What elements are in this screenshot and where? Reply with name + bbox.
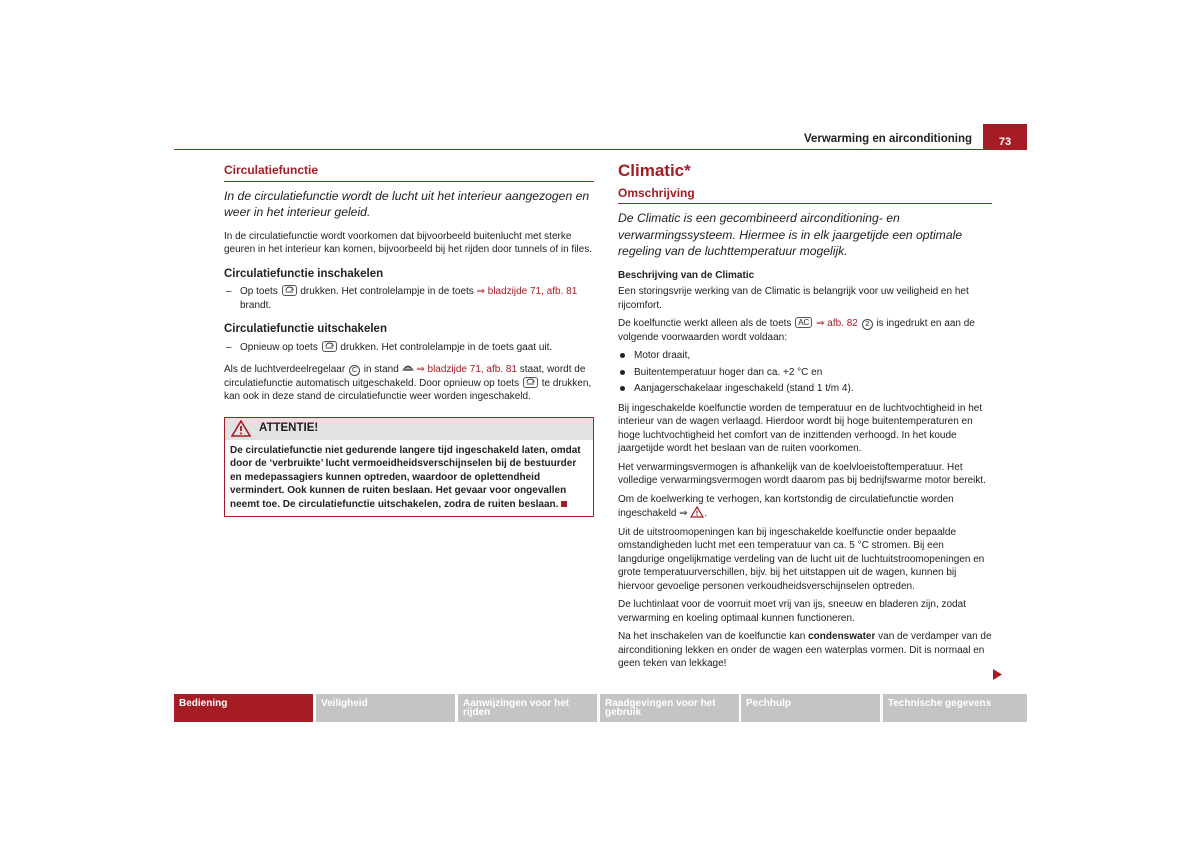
paragraph-text: De koelfunctie werkt alleen als de toets: [618, 318, 792, 329]
paragraph: De luchtinlaat voor de voorruit moet vrij van ijs, sneeuw en bladeren zijn, zodat verwarming en koeling optimaal kunnen functioneren.: [618, 599, 966, 624]
emphasis-text: condenswater: [808, 631, 876, 642]
step-text: drukken. Het controlelampje in de toets gaat uit.: [340, 341, 553, 353]
warning-box: [224, 417, 594, 518]
step-text: drukken. Het controlelampje in de toets: [300, 286, 474, 297]
heading-climatic-description: Beschrijving van de Climatic: [618, 269, 755, 281]
warning-text: De circulatiefunctie niet gedurende langere tijd ingeschakeld laten, omdat door de ‘verbruikte’ lucht vermoeidheidsverschijnselen bij de bestuurder en medepassagiers kunnen optreden, waardoor de oplettendheid vermindert. Ook kunnen de ruiten beslaan. Het gevaar voor ongevallen neemt toe. De circulatiefunctie uitschakelen, zodra de ruiten beslaan.: [230, 444, 581, 510]
next-page-arrow-icon[interactable]: [993, 669, 1002, 680]
paragraph-text: in stand: [363, 364, 399, 375]
distribution-paragraph: [224, 363, 594, 404]
climatic-title: Climatic*: [618, 161, 691, 180]
list-item: Aanjagerschakelaar ingeschakeld (stand 1 t/m 4).: [618, 382, 992, 396]
paragraph-cooling: [618, 493, 992, 521]
page-reference-link[interactable]: ⇒ bladzijde 71, afb. 81: [476, 286, 578, 297]
conditions-list: [618, 349, 992, 396]
footer-tab-raadgevingen[interactable]: Raadgevingen voor het gebruik: [600, 694, 739, 722]
paragraph-text: van de verdamper van de airconditioning lekken en onder de wagen een waterplas vormen. Dit is normaal en geen teken van lekkage!: [618, 631, 992, 669]
step-text: Op toets: [240, 286, 278, 297]
footer-tab-pechhulp[interactable]: Pechhulp: [741, 694, 880, 722]
paragraph-text: staat, wordt de circulatiefunctie automatisch uitgeschakeld. Door opnieuw op toets: [224, 364, 586, 389]
step-text: brandt.: [240, 299, 272, 311]
paragraph-text: .: [704, 508, 708, 519]
paragraph-condensation: [618, 630, 992, 671]
warning-title: ATTENTIE!: [259, 421, 319, 434]
paragraph-text: Na het inschakelen van de koelfunctie kan: [618, 631, 806, 642]
paragraph: Bij ingeschakelde koelfunctie worden de temperatuur en de luchtvochtigheid in het interieur van de wagen verlaagd. Hierdoor wordt bij hoge buitentemperaturen en hoge luchtvochtigheid het comfort van de inzittenden verhoogd. In het koude jaargetijde wordt het beslaan van de ruiten voorkomen.: [618, 402, 983, 454]
ac-key-label: AC: [795, 317, 812, 328]
warning-text-block: [225, 440, 593, 517]
heading-circulation-on: Circulatiefunctie inschakelen: [224, 267, 384, 280]
page-number: 73: [983, 124, 1027, 149]
section-title-circulation: Circulatiefunctie: [224, 164, 594, 182]
climatic-intro: De Climatic is een gecombineerd airconditioning- en verwarmingssysteem. Hiermee is in elk jaargetijde een optimale regeling van de luchttemperatuur mogelijk.: [618, 211, 963, 258]
paragraph: Uit de uitstroomopeningen kan bij ingeschakelde koelfunctie onder bepaalde omstandigheden lucht met een temperatuur van ca. 5 °C stromen. Bij een langdurige ongelijkmatige verdeling van de lucht uit de luchtuitstroomopeningen en grote temperatuurverschillen, bijv. bij het uitstappen uit de wagen, kunnen bij hiervoor gevoelige personen verkoudheidsverschijnselen optreden.: [618, 526, 985, 592]
end-marker-icon: [561, 501, 567, 507]
page-reference-link[interactable]: ⇒ bladzijde 71, afb. 81: [416, 364, 518, 375]
paragraph: Het verwarmingsvermogen is afhankelijk van de koelvloeistoftemperatuur. Het volledige verwarmingsvermogen wordt daarom pas bij bedrijfswarme motor bereikt.: [618, 461, 986, 486]
figure-reference-link[interactable]: ⇒ afb. 82: [816, 318, 858, 329]
footer-tab-aanwijzingen[interactable]: Aanwijzingen voor het rijden: [458, 694, 597, 722]
chapter-title: Verwarming en airconditioning: [803, 133, 972, 145]
section-title-description: Omschrijving: [618, 187, 992, 205]
step-circulation-off: [224, 341, 594, 355]
recirculation-key-icon: [523, 377, 538, 388]
dial-position-marker: C: [349, 365, 360, 376]
circulation-body: In de circulatiefunctie wordt voorkomen dat bijvoorbeeld buitenlucht met sterke geuren in het interieur kan komen, bijvoorbeeld bij het rijden door tunnels of in files.: [224, 230, 592, 255]
windscreen-defrost-icon: [402, 364, 417, 375]
step-circulation-on: [224, 285, 594, 312]
circulation-intro: In de circulatiefunctie wordt de lucht uit het interieur aangezogen en weer in het interieur geleid.: [224, 188, 590, 219]
step-text: Opnieuw op toets: [240, 341, 318, 353]
recirculation-key-icon: [282, 285, 297, 296]
paragraph-text: te drukken, kan ook in deze stand de circulatiefunctie weer worden ingeschakeld.: [224, 377, 592, 402]
heading-circulation-off: Circulatiefunctie uitschakelen: [224, 323, 387, 335]
warning-triangle-icon: [690, 506, 704, 518]
recirculation-key-icon: [322, 341, 337, 352]
footer-tab-technische-gegevens[interactable]: Technische gegevens: [883, 694, 1027, 722]
list-item: Buitentemperatuur hoger dan ca. +2 °C en: [618, 366, 992, 380]
paragraph-text: Als de luchtverdeelregelaar: [224, 364, 346, 375]
header-divider: [174, 149, 1027, 150]
footer-tab-bediening[interactable]: Bediening: [174, 694, 313, 722]
footer-tab-veiligheid[interactable]: Veiligheid: [316, 694, 455, 722]
callout-number: 2: [862, 319, 873, 330]
paragraph-ac-key: [618, 317, 992, 344]
paragraph-text: is ingedrukt en aan de volgende voorwaarden wordt voldaan:: [618, 318, 975, 343]
left-column: [224, 164, 594, 517]
warning-triangle-icon: [231, 420, 251, 437]
paragraph: Een storingsvrije werking van de Climatic is belangrijk voor uw veiligheid en het rijcomfort.: [618, 286, 969, 311]
list-item: Motor draait,: [618, 349, 992, 363]
right-column: [618, 162, 992, 676]
paragraph-text: Om de koelwerking te verhogen, kan kortstondig de circulatiefunctie worden ingeschakeld ⇒: [618, 493, 954, 519]
warning-header: [225, 418, 593, 440]
